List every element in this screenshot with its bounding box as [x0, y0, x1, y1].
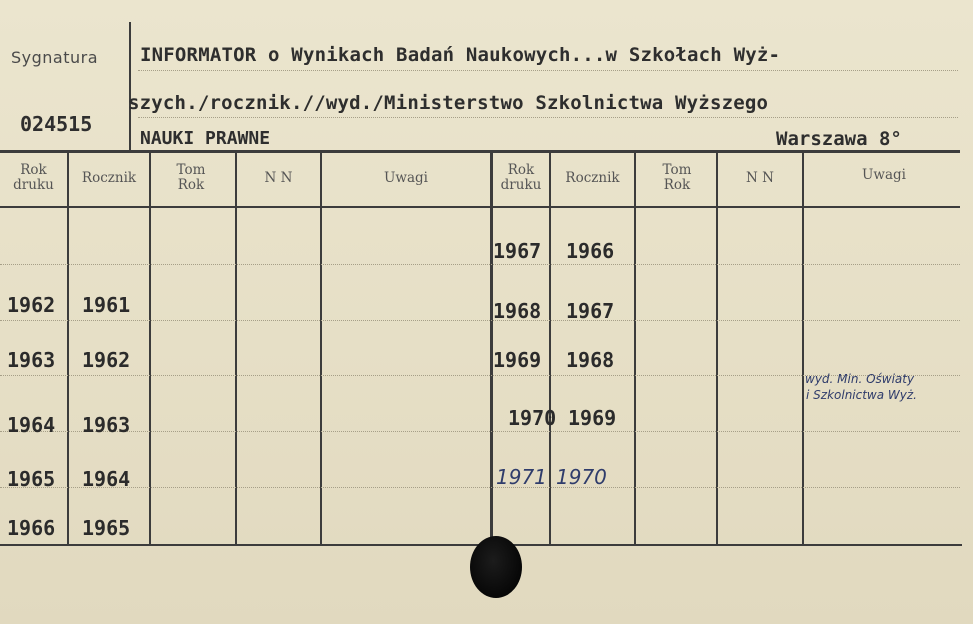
cell-rocznik: 1963 — [82, 413, 131, 437]
column-header-rule — [0, 206, 960, 208]
dotted-line — [138, 70, 958, 71]
header-nn: N N — [746, 170, 774, 186]
cell-rocznik: 1967 — [566, 299, 615, 323]
cell-rok-druku: 1966 — [7, 516, 56, 540]
cell-rocznik: 1969 — [568, 406, 617, 430]
cell-rocznik: 1968 — [566, 348, 615, 372]
title-line-1: INFORMATOR o Wynikach Badań Naukowych...w Szkołach Wyż- — [140, 44, 781, 66]
header-rok-druku: Rok druku — [13, 162, 54, 193]
row-separator — [0, 320, 960, 321]
sygnatura-value: 024515 — [20, 112, 93, 136]
header-rule — [0, 150, 960, 153]
cell-rok-druku: 1962 — [7, 293, 56, 317]
uwagi-note-line-1: wyd. Min. Oświaty — [805, 372, 915, 386]
header-rok-druku: Rok druku — [500, 162, 542, 193]
header-tom-rok: Tom Rok — [662, 162, 692, 193]
cell-rocznik: 1965 — [82, 516, 131, 540]
cell-rocznik: 1962 — [82, 348, 131, 372]
header-uwagi: Uwagi — [862, 167, 906, 183]
cell-rok-druku: 1967 — [493, 239, 542, 263]
cell-rok-druku: 1969 — [493, 348, 542, 372]
cell-rocznik: 1964 — [82, 467, 131, 491]
cell-rok-druku: 1965 — [7, 467, 56, 491]
header-rocznik: Rocznik — [565, 170, 620, 186]
cell-rok-druku: 1970 — [508, 406, 557, 430]
header-rocznik: Rocznik — [81, 170, 137, 186]
cell-rok-druku: 1964 — [7, 413, 56, 437]
punch-hole — [470, 536, 522, 598]
dotted-line — [138, 117, 958, 118]
cell-rok-druku-handwritten: 1971 — [496, 465, 547, 489]
row-separator — [0, 487, 960, 488]
cell-rocznik-handwritten: 1970 — [556, 465, 607, 489]
cell-rocznik: 1966 — [566, 239, 615, 263]
row-separator — [0, 264, 960, 265]
sygnatura-label: Sygnatura — [11, 48, 99, 67]
header-tom-rok: Tom Rok — [176, 162, 206, 193]
uwagi-note-line-2: i Szkolnictwa Wyż. — [806, 388, 917, 402]
subject-heading: NAUKI PRAWNE — [140, 128, 271, 149]
cell-rok-druku: 1968 — [493, 299, 542, 323]
cell-rocznik: 1961 — [82, 293, 131, 317]
header-uwagi: Uwagi — [384, 170, 428, 186]
place-and-format: Warszawa 8° — [776, 128, 902, 150]
sygnatura-divider — [129, 22, 131, 152]
header-nn: N N — [264, 170, 293, 186]
row-separator — [0, 431, 960, 432]
cell-rok-druku: 1963 — [7, 348, 56, 372]
title-line-2: szych./rocznik.//wyd./Ministerstwo Szkolnictwa Wyższego — [128, 92, 769, 114]
